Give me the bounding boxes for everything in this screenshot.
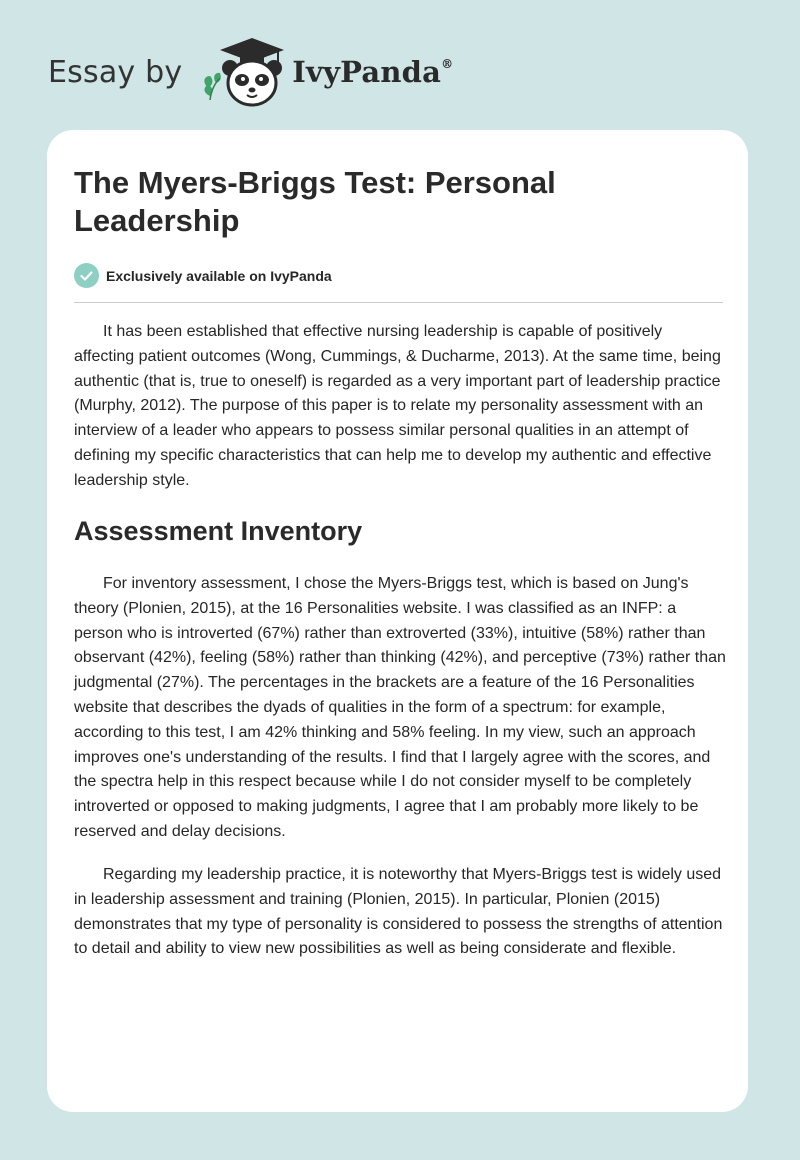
panda-graduate-icon[interactable] xyxy=(196,36,288,108)
section-paragraph-1: For inventory assessment, I chose the Myers-Briggs test, which is based on Jung's theory (Plonien, 2015), at the 16 Personalities website. I was classified as an INFP: a person who is introverted (67%) rather than extroverted (33%), intuitive (58%) rather than observant (42%), feeling (58%) rather than thinking (42%), and perceptive (73%) rather than judgmental (27%). The percentages in the brackets are a feature of the 16 Personalities website that describes the dyads of qualities in the form of a spectrum: for example, according to this test, I am 42% thinking and 58% feeling. In my view, such an approach improves one's understanding of the results. I find that I largely agree with the scores, and the spectra help in this respect because while I do not consider myself to be completely introverted or opposed to making judgments, I agree that I am probably more likely to be reserved and delay decisions. xyxy=(74,575,726,840)
page-title: The Myers-Briggs Test: Personal Leadership xyxy=(74,165,556,238)
exclusive-badge xyxy=(74,263,332,288)
brand-name[interactable]: IvyPanda® xyxy=(292,55,454,89)
site-header xyxy=(48,36,453,108)
divider xyxy=(74,302,723,303)
section-paragraph-2: Regarding my leadership practice, it is noteworthy that Myers-Briggs test is widely used in leadership assessment and training (Plonien, 2015). In particular, Plonien (2015) demonstrates that my type of personality is considered to possess the strengths of attention to detail and ability to view new possibilities as well as being considerate and flexible. xyxy=(74,866,723,958)
check-circle-icon xyxy=(74,263,99,288)
intro-paragraph: It has been established that effective nursing leadership is capable of positively affecting patient outcomes (Wong, Cummings, & Ducharme, 2013). At the same time, being authentic (that is, true to oneself) is regarded as a very important part of leadership practice (Murphy, 2012). The purpose of this paper is to relate my personality assessment with an interview of a leader who appears to possess similar personal qualities in an attempt of defining my specific characteristics that can help me to develop my authentic and effective leadership style. xyxy=(74,323,721,489)
essay-by-label: Essay by xyxy=(48,54,183,90)
trademark-symbol: ® xyxy=(441,57,454,71)
badge-label: Exclusively available on IvyPanda xyxy=(106,267,332,284)
essay-card xyxy=(47,130,748,1112)
section-heading: Assessment Inventory xyxy=(74,516,363,546)
